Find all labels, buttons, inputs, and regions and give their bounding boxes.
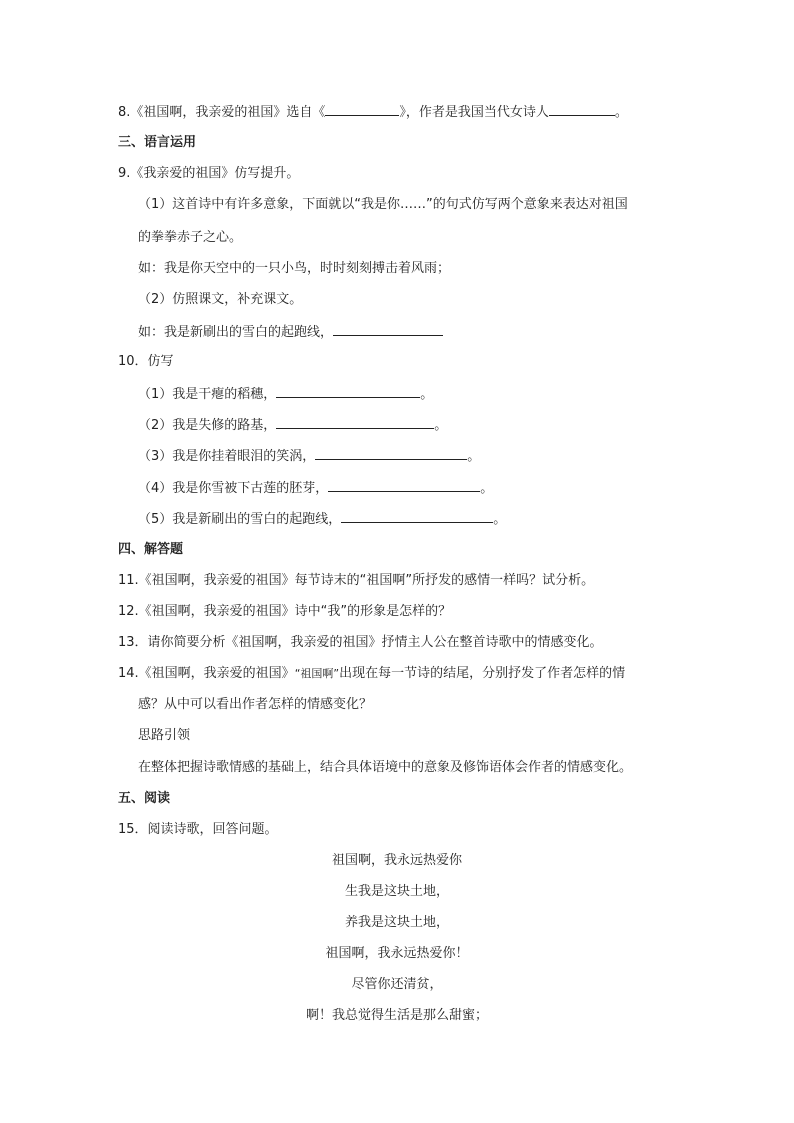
poem-line: 养我是这块土地， [344, 915, 449, 930]
question-14 [118, 664, 625, 684]
question-9-part-1: （1）这首诗中有许多意象，下面就以“我是你……”的句式仿写两个意象来表达对祖国 [138, 197, 628, 212]
answer-blank[interactable] [549, 102, 615, 116]
question-10-item [138, 384, 433, 405]
question-10-item-text: （2）我是失修的路基， [138, 418, 277, 433]
answer-blank[interactable] [325, 102, 399, 116]
question-8-text: 8.《祖国啊，我亲爱的祖国》选自《 [118, 105, 326, 120]
question-10-item-end: 。 [493, 512, 507, 527]
poem-line: 尽管你还清贫， [351, 977, 443, 992]
answer-blank[interactable] [276, 384, 420, 398]
question-10-item-text: （3）我是你挂着眼泪的笑涡， [138, 449, 316, 464]
question-8-text-2: 》，作者是我国当代女诗人 [399, 105, 549, 120]
answer-blank[interactable] [341, 509, 493, 523]
poem-line: 祖国啊，我永远热爱你！ [325, 946, 469, 961]
question-10-item-text: （5）我是新刷出的雪白的起跑线， [138, 512, 342, 527]
hint-title: 思路引领 [138, 728, 191, 743]
question-10-item-text: （4）我是你雪被下古莲的胚芽， [138, 481, 329, 496]
question-14-text: 14.《祖国啊，我亲爱的祖国》 [118, 666, 295, 681]
answer-blank[interactable] [276, 415, 434, 429]
question-11: 11.《祖国啊，我亲爱的祖国》每节诗末的“祖国啊”所抒发的感情一样吗？试分析。 [118, 573, 595, 588]
question-10-item-end: 。 [434, 418, 448, 433]
question-10-item [138, 509, 506, 530]
answer-blank[interactable] [315, 446, 467, 460]
question-8-end: 。 [614, 105, 628, 120]
question-9-example-2-text: 如：我是新刷出的雪白的起跑线， [138, 325, 334, 340]
question-9-part-1-cont: 的拳拳赤子之心。 [138, 230, 243, 245]
question-9-example-2 [138, 322, 443, 343]
question-10-item-end: 。 [480, 481, 494, 496]
question-14-text-2: 出现在每一节诗的结尾，分别抒发了作者怎样的情 [339, 666, 626, 681]
question-10-item [138, 415, 447, 436]
section-heading: 三、语言运用 [118, 135, 197, 150]
question-9-part-2: （2）仿照课文，补充课文。 [138, 292, 303, 307]
poem-line: 啊！我总觉得生活是那么甜蜜； [305, 1008, 488, 1023]
poem-title: 祖国啊，我永远热爱你 [331, 853, 462, 868]
answer-blank[interactable] [333, 322, 443, 336]
poem-line: 生我是这块土地， [344, 884, 449, 899]
question-14-quote: “祖国啊” [294, 667, 340, 680]
question-15: 15．阅读诗歌，回答问题。 [118, 822, 278, 837]
section-heading: 四、解答题 [118, 542, 184, 557]
question-10-item [138, 446, 480, 467]
answer-blank[interactable] [328, 478, 480, 492]
section-heading: 五、阅读 [118, 791, 171, 806]
question-10-item [138, 478, 493, 499]
question-9-title: 9.《我亲爱的祖国》仿写提升。 [118, 166, 300, 181]
question-10-item-text: （1）我是干瘪的稻穗， [138, 387, 277, 402]
question-10-item-end: 。 [467, 449, 481, 464]
question-8 [118, 102, 628, 123]
question-10-item-end: 。 [420, 387, 434, 402]
question-10-title: 10．仿写 [118, 354, 174, 369]
question-14-cont: 感？从中可以看出作者怎样的情感变化？ [138, 697, 373, 712]
question-13: 13．请你简要分析《祖国啊，我亲爱的祖国》抒情主人公在整首诗歌中的情感变化。 [118, 635, 603, 650]
question-9-example-1: 如：我是你天空中的一只小鸟，时时刻刻搏击着风雨； [138, 261, 451, 276]
hint-text: 在整体把握诗歌情感的基础上，结合具体语境中的意象及修饰语体会作者的情感变化。 [138, 760, 633, 775]
question-12: 12.《祖国啊，我亲爱的祖国》诗中“我”的形象是怎样的？ [118, 604, 452, 619]
